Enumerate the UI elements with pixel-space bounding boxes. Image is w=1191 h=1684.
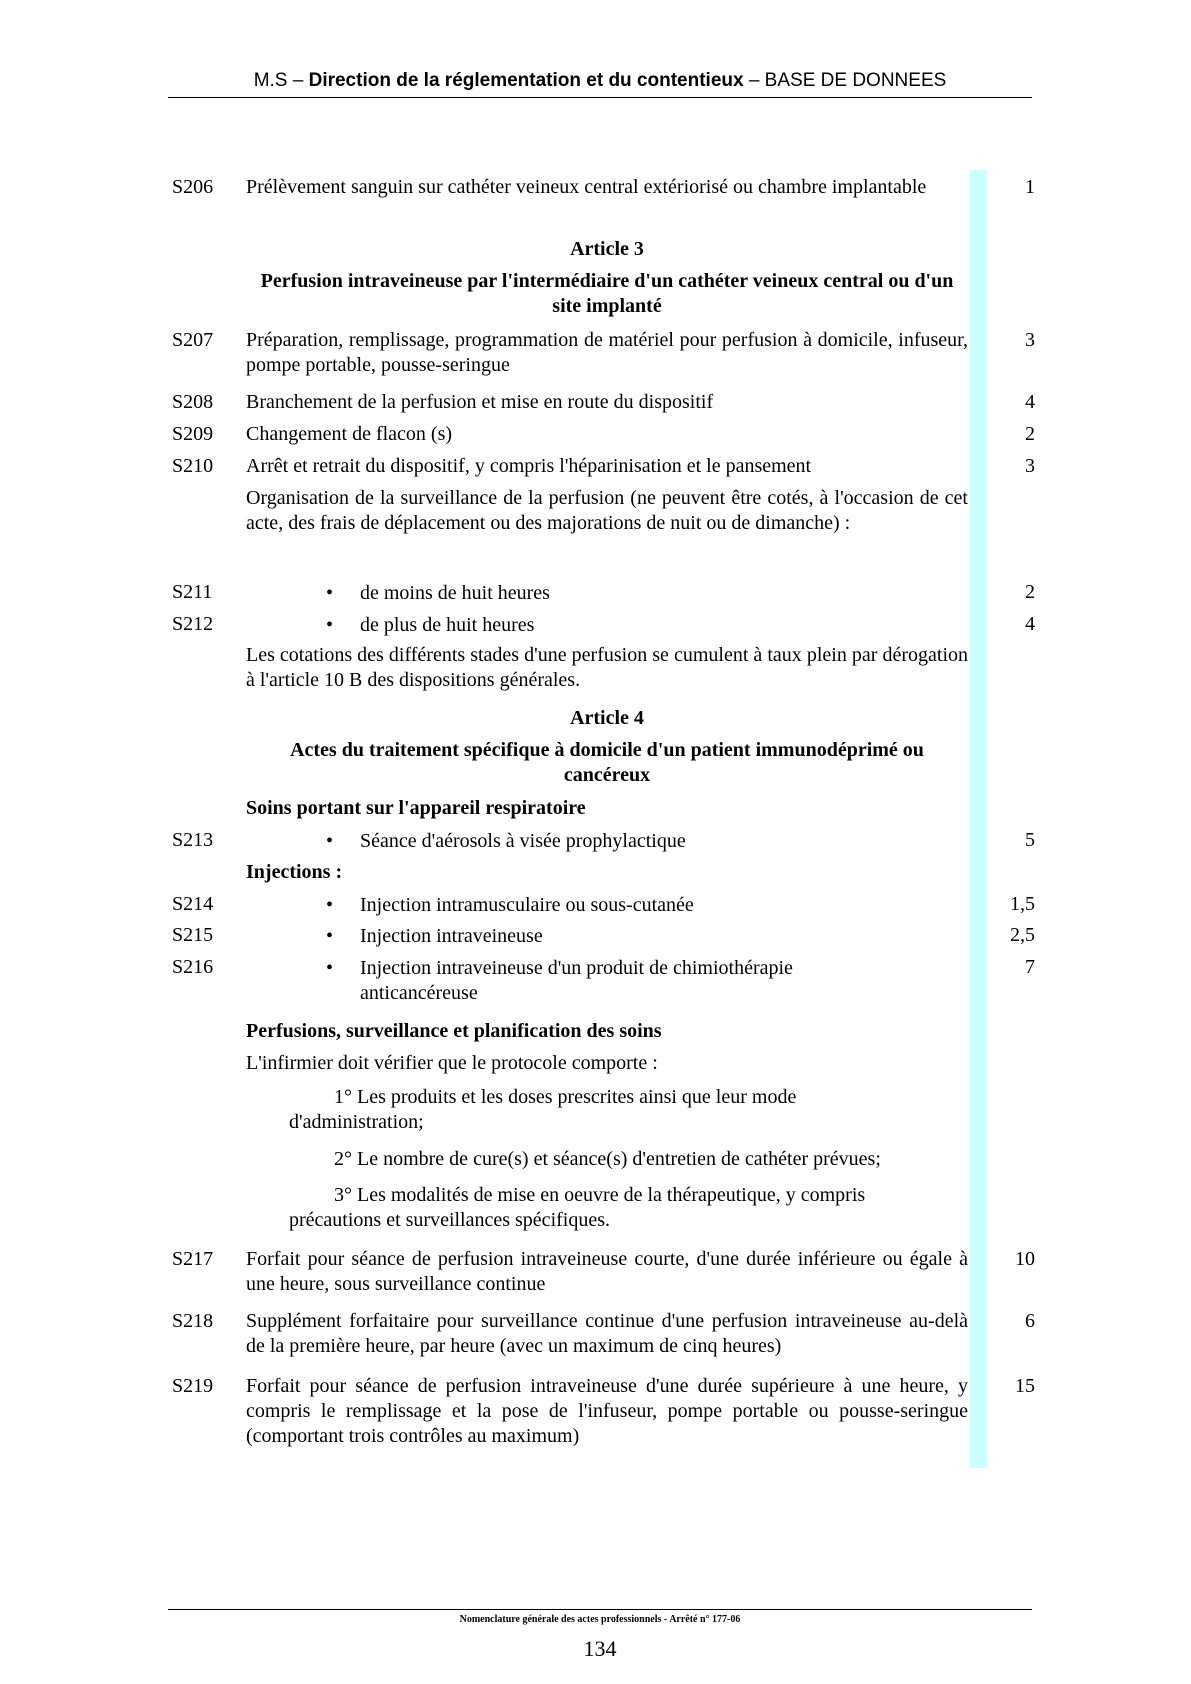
text-s218: Supplément forfaitaire pour surveillance continue d'une perfusion intraveineuse au-delà de la première heure, par heure (avec un maximum de cinq heures): [246, 1310, 968, 1357]
text-s215: Injection intraveineuse: [360, 925, 543, 947]
header-prefix: M.S –: [253, 70, 309, 91]
value-s206: 1: [1025, 176, 1035, 198]
code-s217: S217: [172, 1248, 214, 1270]
injections-heading: Injections :: [246, 861, 343, 883]
text-s208: Branchement de la perfusion et mise en route du dispositif: [246, 391, 714, 413]
code-s219: S219: [172, 1375, 214, 1397]
value-s214: 1,5: [1010, 893, 1035, 915]
value-s209: 2: [1025, 423, 1035, 445]
text-s216: Injection intraveineuse d'un produit de chimiothérapie anticancéreuse: [360, 957, 793, 1004]
header-direction: Direction de la réglementation et du contentieux: [308, 70, 744, 91]
article-4-title: Actes du traitement spécifique à domicile d'un patient immunodéprimé ou cancéreux: [290, 739, 924, 786]
code-s206: S206: [172, 176, 214, 198]
code-s215: S215: [172, 924, 214, 946]
page-number: 134: [583, 1636, 617, 1661]
article-3-title: Perfusion intraveineuse par l'intermédiaire d'un cathéter veineux central ou d'un site implanté: [260, 270, 954, 317]
value-s215: 2,5: [1010, 924, 1035, 946]
protocole-intro: L'infirmier doit vérifier que le protocole comporte :: [246, 1052, 658, 1074]
text-s219: Forfait pour séance de perfusion intraveineuse d'une durée supérieure à une heure, y compris le remplissage et la pose de l'infuseur, pompe portable ou pousse-seringue (comportant trois contrôles au maximum): [246, 1375, 968, 1447]
footer-rule: [168, 1609, 1032, 1610]
value-s213: 5: [1025, 829, 1035, 851]
code-s213: S213: [172, 829, 214, 851]
highlight-bar: [970, 170, 987, 1468]
cotations-paragraph: Les cotations des différents stades d'une perfusion se cumulent à taux plein par dérogation à l'article 10 B des dispositions générales.: [246, 644, 968, 691]
protocole-item-3: 3° Les modalités de mise en oeuvre de la thérapeutique, y compris précautions et surveillances spécifiques.: [289, 1184, 866, 1231]
code-s212: S212: [172, 613, 214, 635]
header-suffix: – BASE DE DONNEES: [743, 70, 947, 91]
value-s216: 7: [1025, 956, 1035, 978]
protocole-item-1: 1° Les produits et les doses prescrites ainsi que leur mode d'administration;: [289, 1086, 797, 1133]
code-s207: S207: [172, 329, 214, 351]
code-s216: S216: [172, 956, 214, 978]
code-s209: S209: [172, 423, 214, 445]
soins-respiratoire-heading: Soins portant sur l'appareil respiratoire: [246, 797, 586, 819]
article-3-heading: Article 3: [570, 238, 644, 260]
text-s210: Arrêt et retrait du dispositif, y compris l'héparinisation et le pansement: [246, 455, 812, 477]
code-s211: S211: [172, 581, 213, 603]
code-s214: S214: [172, 893, 214, 915]
value-s218: 6: [1025, 1310, 1035, 1332]
value-s219: 15: [1015, 1375, 1035, 1397]
bullet-s214: •: [326, 894, 334, 916]
bullet-s215: •: [326, 925, 334, 947]
code-s210: S210: [172, 455, 214, 477]
header-rule: [168, 97, 1032, 98]
value-s211: 2: [1025, 581, 1035, 603]
text-s209: Changement de flacon (s): [246, 423, 453, 445]
bullet-s213: •: [326, 830, 334, 852]
text-s206: Prélèvement sanguin sur cathéter veineux central extériorisé ou chambre implantable: [246, 176, 927, 198]
text-s212: de plus de huit heures: [360, 614, 535, 636]
organisation-paragraph: Organisation de la surveillance de la perfusion (ne peuvent être cotés, à l'occasion de cet acte, des frais de déplacement ou des majorations de nuit ou de dimanche) :: [246, 487, 968, 534]
code-s218: S218: [172, 1310, 214, 1332]
bullet-s212: •: [326, 614, 334, 636]
text-s213: Séance d'aérosols à visée prophylactique: [360, 830, 686, 852]
code-s208: S208: [172, 391, 214, 413]
bullet-s211: •: [326, 582, 334, 604]
text-s217: Forfait pour séance de perfusion intraveineuse courte, d'une durée inférieure ou égale à une heure, sous surveillance continue: [246, 1248, 968, 1295]
article-4-heading: Article 4: [570, 707, 644, 729]
value-s212: 4: [1025, 613, 1035, 635]
value-s208: 4: [1025, 391, 1035, 413]
page-header: [168, 70, 1032, 92]
value-s207: 3: [1025, 329, 1035, 351]
protocole-item-2: 2° Le nombre de cure(s) et séance(s) d'entretien de cathéter prévues;: [334, 1148, 881, 1170]
text-s211: de moins de huit heures: [360, 582, 550, 604]
text-s214: Injection intramusculaire ou sous-cutanée: [360, 894, 694, 916]
value-s217: 10: [1015, 1248, 1035, 1270]
value-s210: 3: [1025, 455, 1035, 477]
text-s207: Préparation, remplissage, programmation de matériel pour perfusion à domicile, infuseur, pompe portable, pousse-seringue: [246, 329, 968, 376]
page-footer: Nomenclature générale des actes professionnels - Arrêté n° 177-06: [459, 1614, 741, 1625]
perfusions-heading: Perfusions, surveillance et planification des soins: [246, 1020, 662, 1042]
bullet-s216: •: [326, 957, 334, 979]
